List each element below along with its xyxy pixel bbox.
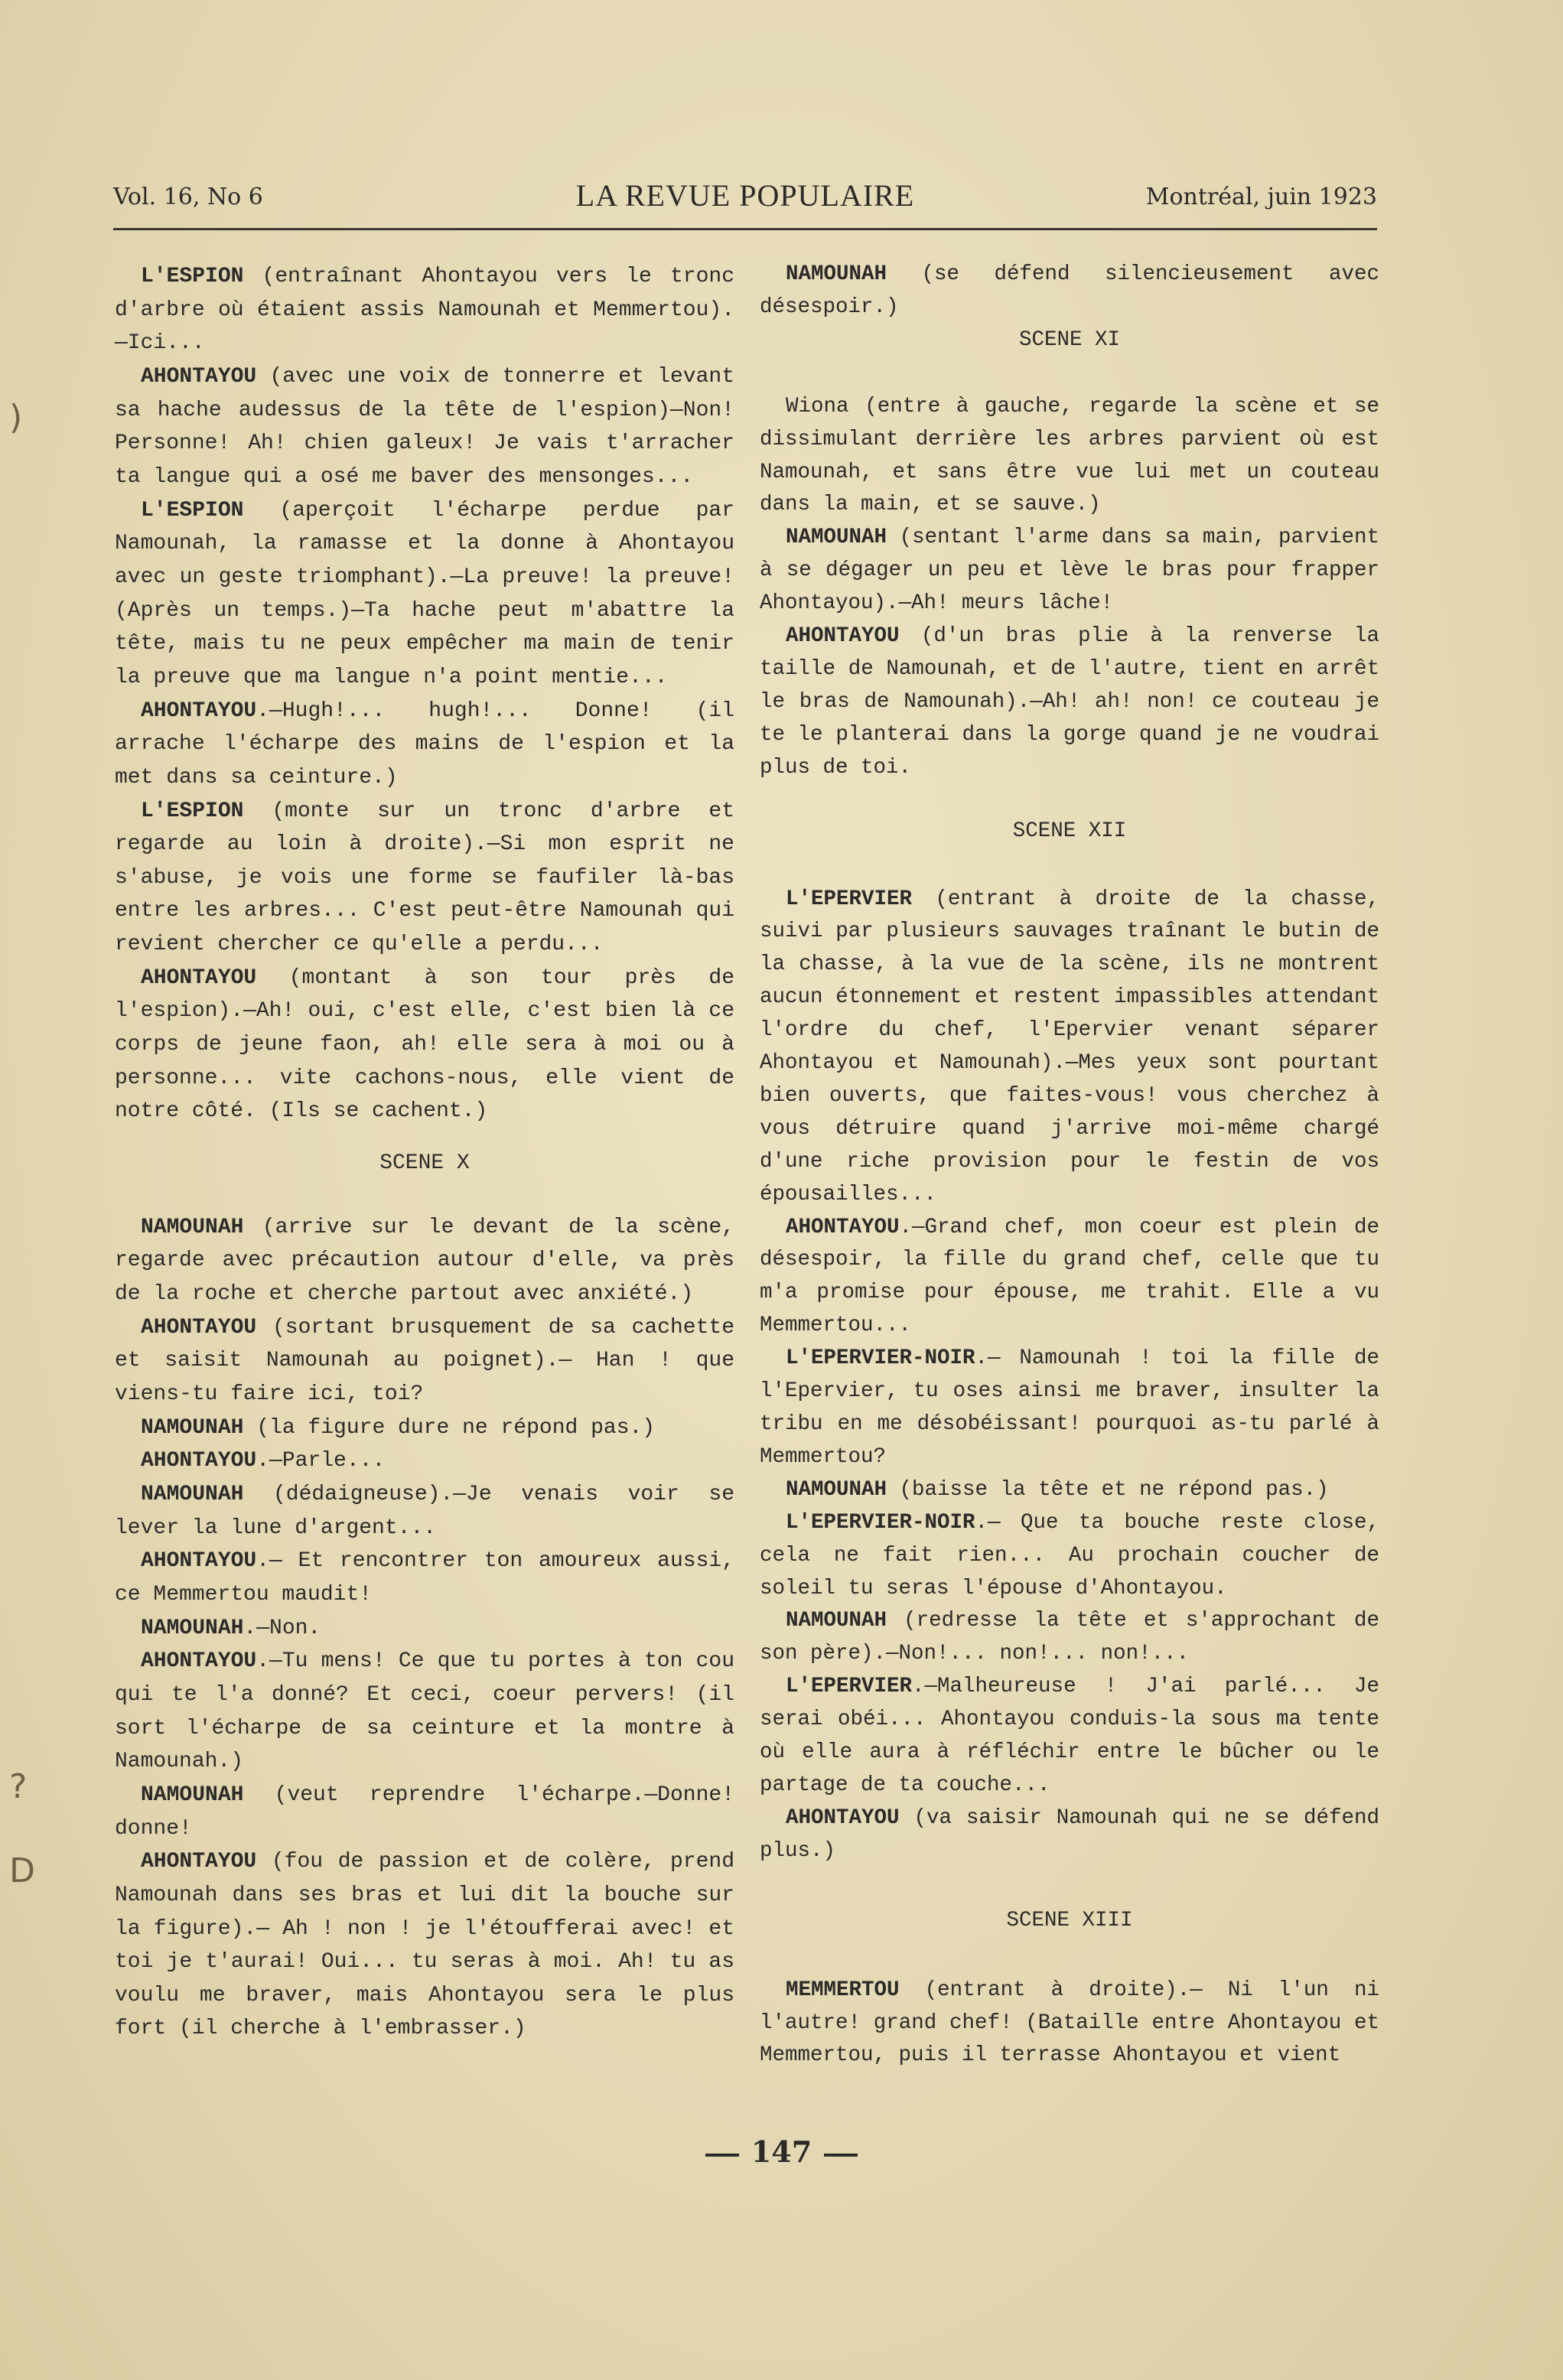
speaker-name: AHONTAYOU (786, 1805, 900, 1830)
dialogue-text: .—Grand chef, mon coeur est plein de désespoir, la fille du grand chef, celle que tu m'a promise pour épouse, me trahit. Elle a vu Memmertou... (760, 1215, 1379, 1338)
dialogue-text: (avec une voix de tonnerre et levant sa hache audessus de la tête de l'espion)—Non! Personne! Ah! chien galeux! Je vais t'arracher ta langue qui a osé me baver des mensonges... (115, 364, 734, 489)
dialogue-paragraph (760, 1343, 1379, 1474)
dialogue-text: .— Et rencontrer ton amoureux aussi, ce Memmertou maudit! (115, 1549, 734, 1607)
dialogue-text: (entrant à droite de la chasse, suivi par plusieurs sauvages traînant le butin de la chasse, à la vue de la scène, ils ne montrent aucun étonnement et restent impassibles attendant l'ordre du chef, l'Epervier venant séparer Ahontayou et Namounah).—Mes yeux sont pourtant bien ouverts, que faites-vous! vous cherchez à vous détruire quand j'arrive moi-même chargé d'une riche provision pour le festin de vos épousailles... (760, 887, 1379, 1206)
speaker-name: AHONTAYOU (786, 624, 900, 649)
dialogue-paragraph (760, 620, 1379, 785)
margin-mark: D (9, 1851, 35, 1890)
dialogue-text: (la figure dure ne répond pas.) (243, 1415, 656, 1440)
left-column (115, 260, 734, 2046)
speaker-name: L'EPERVIER (786, 887, 913, 911)
speaker-name: AHONTAYOU (141, 1549, 257, 1574)
scene-heading: SCENE XI (1018, 327, 1121, 352)
dialogue-paragraph (115, 1645, 734, 1779)
dialogue-paragraph (115, 1612, 734, 1646)
dialogue-paragraph (115, 1845, 734, 2046)
speaker-name: NAMOUNAH (141, 1783, 244, 1807)
speaker-name: NAMOUNAH (141, 1616, 244, 1640)
dialogue-paragraph (760, 391, 1379, 523)
dialogue-paragraph (115, 360, 734, 494)
dialogue-text: (va saisir Namounah qui ne se défend plus.) (760, 1805, 1379, 1863)
dialogue-text: (dédaigneuse).—Je venais voir se lever la lune d'argent... (115, 1482, 734, 1540)
scene-heading: SCENE XIII (1006, 1908, 1133, 1932)
dialogue-text: (d'un bras plie à la renverse la taille de Namounah, et de l'autre, tient en arrêt le bras de Namounah).—Ah! ah! non! ce couteau je te le planterai dans la gorge quand je ne voudrai plus de toi. (760, 624, 1379, 780)
speaker-name: NAMOUNAH (786, 1477, 887, 1502)
dialogue-paragraph (760, 1212, 1379, 1343)
dialogue-text: (redresse la tête et s'approchant de son père).—Non!... non!... non!... (760, 1609, 1379, 1666)
dialogue-text: (baisse la tête et ne répond pas.) (887, 1477, 1329, 1502)
dialogue-paragraph (760, 1605, 1379, 1671)
dialogue-text: (entraînant Ahontayou vers le tronc d'arbre où étaient assis Namounah et Memmertou).—Ici... (115, 265, 734, 356)
dialogue-paragraph (115, 1478, 734, 1545)
speaker-name: NAMOUNAH (786, 1609, 887, 1633)
dialogue-text: .—Malheureuse ! J'ai parlé... Je serai obéi... Ahontayou conduis-la sous ma tente où elle aura à réfléchir entre le bûcher ou le partage de ta couche... (760, 1675, 1379, 1797)
speaker-name: AHONTAYOU (141, 1850, 257, 1874)
dialogue-text: (entrant à droite).— Ni l'un ni l'autre! grand chef! (Bataille entre Ahontayou et Memmertou, puis il terrasse Ahontayou et vient (760, 1978, 1379, 2068)
speaker-name: L'ESPION (141, 265, 244, 288)
dialogue-text: (montant à son tour près de l'espion).—Ah! oui, c'est elle, c'est bien là ce corps de jeune faon, ah! elle sera à moi ou à personne... vite cachons-nous, elle vient de notre côté. (Ils se cachent.) (115, 965, 734, 1124)
speaker-name: AHONTAYOU (786, 1215, 900, 1239)
speaker-name: L'ESPION (141, 498, 244, 523)
speaker-name: NAMOUNAH (141, 1215, 244, 1239)
page-footer (0, 2134, 1563, 2169)
dialogue-text: .—Tu mens! Ce que tu portes à ton cou qui te l'a donné? Et ceci, coeur pervers! (il sort l'écharpe de sa ceinture et la montre à Namounah.) (115, 1649, 734, 1774)
speaker-name: L'EPERVIER-NOIR (786, 1510, 975, 1535)
dialogue-text: (veut reprendre l'écharpe.—Donne! donne! (115, 1783, 734, 1841)
dialogue-text: Wiona (entre à gauche, regarde la scène et se dissimulant derrière les arbres parvient où est Namounah, et sans être vue lui met un couteau dans la main, et se sauve.) (760, 394, 1379, 517)
dialogue-paragraph (760, 1671, 1379, 1802)
dialogue-paragraph (115, 1545, 734, 1611)
scene-heading: SCENE X (379, 1151, 470, 1176)
margin-mark: ) (9, 398, 23, 437)
speaker-name: L'EPERVIER (786, 1675, 913, 1699)
speaker-name: L'EPERVIER-NOIR (786, 1346, 975, 1371)
dialogue-text: .— Que ta bouche reste close, cela ne fait rien... Au prochain coucher de soleil tu seras l'épouse d'Ahontayou. (760, 1510, 1379, 1600)
margin-mark: ? (9, 1767, 28, 1806)
speaker-name: NAMOUNAH (786, 526, 887, 550)
dialogue-text: .—Hugh!... hugh!... Donne! (il arrache l'écharpe des mains de l'espion et la met dans sa ceinture.) (115, 698, 734, 790)
dialogue-paragraph (115, 695, 734, 795)
dialogue-text: (arrive sur le devant de la scène, regarde avec précaution autour d'elle, va près de la roche et cherche partout avec anxiété.) (115, 1215, 734, 1307)
speaker-name: NAMOUNAH (141, 1482, 244, 1506)
dialogue-text: (monte sur un tronc d'arbre et regarde au loin à droite).—Si mon esprit ne s'abuse, je vois une forme se faufiler là-bas entre les arbres... C'est peut-être Namounah qui revient chercher ce qu'elle a perdu... (115, 799, 734, 957)
dialogue-paragraph (115, 494, 734, 695)
dialogue-paragraph (760, 1474, 1379, 1507)
dialogue-text: (se défend silencieusement avec désespoir.) (760, 262, 1379, 319)
footer-dash (824, 2154, 858, 2157)
dialogue-paragraph (760, 1802, 1379, 1868)
dialogue-paragraph (760, 259, 1379, 324)
page-header (113, 177, 1377, 231)
right-column (760, 259, 1379, 2072)
scene-heading: SCENE XII (1012, 819, 1127, 843)
dialogue-text: .—Non. (243, 1616, 321, 1640)
publication-title: LA REVUE POPULAIRE (575, 178, 915, 213)
dialogue-paragraph (760, 522, 1379, 620)
dialogue-paragraph (115, 1311, 734, 1411)
dialogue-paragraph (115, 1444, 734, 1478)
dialogue-paragraph (115, 260, 734, 360)
dialogue-paragraph (115, 1779, 734, 1845)
dialogue-text: (sentant l'arme dans sa main, parvient à se dégager un peu et lève le bras pour frapper Ahontayou).—Ah! meurs lâche! (760, 526, 1379, 616)
speaker-name: L'ESPION (141, 799, 244, 823)
speaker-name: AHONTAYOU (141, 698, 257, 723)
dialogue-text: (aperçoit l'écharpe perdue par Namounah, la ramasse et la donne à Ahontayou avec un geste triomphant).—La preuve! la preuve! (Après un temps.)—Ta hache peut m'abattre la tête, mais tu ne peux empêcher ma main de tenir la preuve que ma langue n'a point mentie... (115, 498, 734, 689)
volume-number: Vol. 16, No 6 (113, 184, 263, 210)
footer-dash (705, 2154, 739, 2157)
dialogue-paragraph (115, 1211, 734, 1311)
dialogue-paragraph (115, 795, 734, 962)
dialogue-text: .—Parle... (256, 1449, 386, 1473)
speaker-name: MEMMERTOU (786, 1978, 900, 2002)
dialogue-text: .— Namounah ! toi la fille de l'Epervier, tu oses ainsi me braver, insulter la tribu en me désobéissant! pourquoi as-tu parlé à Memmertou? (760, 1346, 1379, 1469)
dialogue-paragraph (760, 884, 1379, 1212)
dialogue-text: (fou de passion et de colère, prend Namounah dans ses bras et lui dit la bouche sur la figure).— Ah ! non ! je l'étoufferai avec! et toi je t'aurai! Oui... tu seras à moi. Ah! tu as voulu me braver, mais Ahontayou sera le plus fort (il cherche à l'embrasser.) (115, 1850, 734, 2041)
speaker-name: AHONTAYOU (141, 1449, 257, 1473)
speaker-name: AHONTAYOU (141, 1315, 257, 1340)
dialogue-paragraph (760, 1975, 1379, 2073)
header-rule (113, 228, 1377, 230)
dialogue-paragraph (115, 1411, 734, 1445)
speaker-name: AHONTAYOU (141, 1649, 257, 1674)
page-number: 147 (751, 2134, 812, 2169)
dateline: Montréal, juin 1923 (1145, 184, 1377, 210)
speaker-name: NAMOUNAH (786, 262, 887, 286)
speaker-name: NAMOUNAH (141, 1415, 244, 1440)
speaker-name: AHONTAYOU (141, 965, 257, 990)
dialogue-text: (sortant brusquement de sa cachette et saisit Namounah au poignet).— Han ! que viens-tu faire ici, toi? (115, 1315, 734, 1406)
dialogue-paragraph (115, 962, 734, 1128)
dialogue-paragraph (760, 1507, 1379, 1606)
speaker-name: AHONTAYOU (141, 364, 257, 389)
